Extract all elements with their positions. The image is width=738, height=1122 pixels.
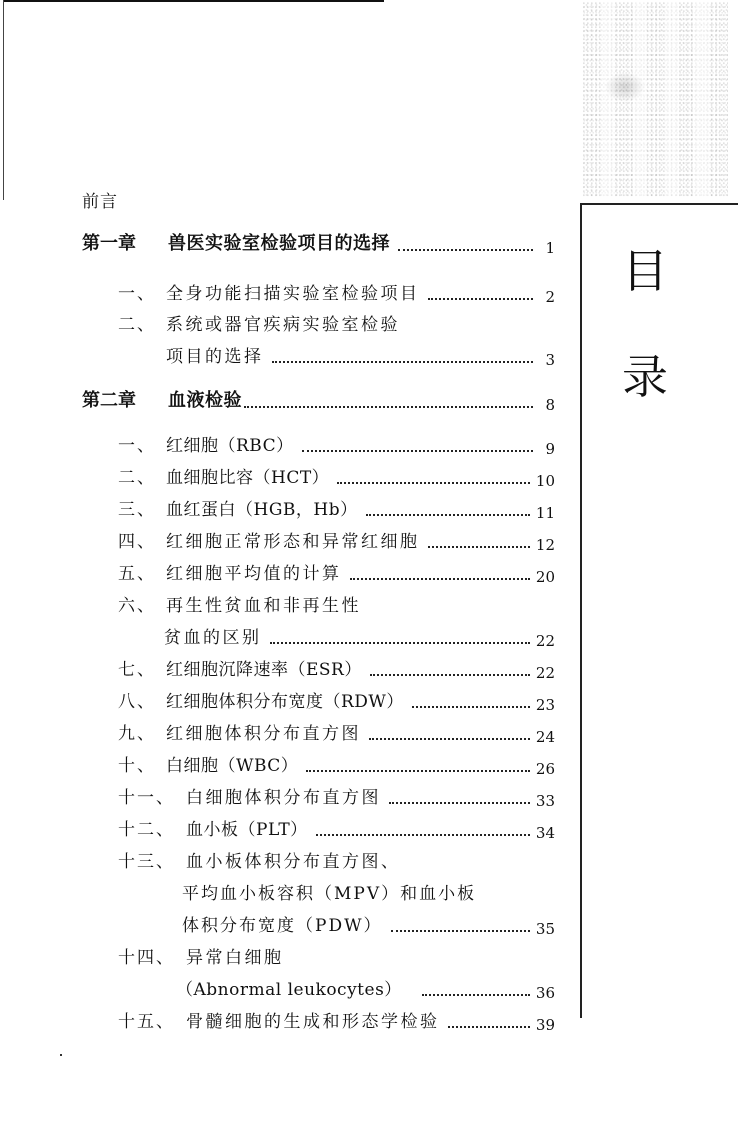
item-number: 三、 xyxy=(118,500,156,520)
toc-item[interactable] xyxy=(118,430,555,456)
toc-item[interactable] xyxy=(118,846,555,872)
chapter-number: 第一章 xyxy=(82,233,136,254)
item-title-line-1: 系统或器官疾病实验室检验 xyxy=(166,315,400,335)
dot-leader xyxy=(350,578,530,580)
toc-item[interactable] xyxy=(118,654,555,680)
item-title: 全身功能扫描实验室检验项目 xyxy=(166,284,420,304)
page-number: 39 xyxy=(535,1016,555,1034)
page-number: 2 xyxy=(545,288,555,306)
page-number: 20 xyxy=(535,568,555,586)
dot-leader xyxy=(422,994,530,996)
toc-item[interactable] xyxy=(118,942,555,968)
decorative-smudge xyxy=(605,72,645,102)
toc-item[interactable] xyxy=(118,590,555,616)
dot-leader xyxy=(302,450,533,452)
item-title: 红细胞体积分布宽度（RDW） xyxy=(166,692,404,712)
dot-leader xyxy=(398,249,533,251)
toc-item-continuation[interactable] xyxy=(176,974,555,1000)
toc-chapter-1[interactable] xyxy=(82,229,555,255)
page-number: 1 xyxy=(545,239,555,257)
dot-leader xyxy=(369,738,530,740)
item-title: 红细胞体积分布直方图 xyxy=(166,724,361,744)
dot-leader xyxy=(428,546,530,548)
item-title-line-1: 异常白细胞 xyxy=(186,948,284,968)
dot-leader xyxy=(370,674,530,676)
dot-leader xyxy=(270,642,530,644)
page-number: 24 xyxy=(535,728,555,746)
toc-item[interactable] xyxy=(118,494,555,520)
toc-item-continuation[interactable] xyxy=(182,878,555,904)
page-number: 12 xyxy=(535,536,555,554)
item-title-line-2: 贫血的区别 xyxy=(164,628,262,648)
item-title-line-1: 再生性贫血和非再生性 xyxy=(166,596,361,616)
dot-leader xyxy=(306,770,530,772)
dot-leader xyxy=(448,1026,530,1028)
item-title-line-2: 项目的选择 xyxy=(166,347,264,367)
chapter-number: 第二章 xyxy=(82,390,136,411)
item-title: 骨髓细胞的生成和形态学检验 xyxy=(186,1012,440,1032)
dot-leader xyxy=(316,834,530,836)
item-number: 八、 xyxy=(118,692,156,712)
item-title-line-2: （Abnormal leukocytes） xyxy=(176,980,402,1000)
toc-item[interactable] xyxy=(118,750,555,776)
section-title-char-1: 目 xyxy=(622,244,668,298)
toc-item[interactable] xyxy=(118,462,555,488)
item-title: 白细胞体积分布直方图 xyxy=(186,788,381,808)
toc-item[interactable] xyxy=(118,558,555,584)
item-number: 十一、 xyxy=(118,788,175,808)
item-title: 红细胞平均值的计算 xyxy=(166,564,342,584)
page-number: 11 xyxy=(535,504,555,522)
toc-item-continuation[interactable] xyxy=(182,910,555,936)
page-number: 8 xyxy=(545,396,555,414)
toc-item-continuation[interactable] xyxy=(166,341,555,367)
item-number: 一、 xyxy=(118,284,156,304)
item-title: 血小板（PLT） xyxy=(186,820,308,840)
toc-item[interactable] xyxy=(118,1006,555,1032)
item-title: 血红蛋白（HGB，Hb） xyxy=(166,500,358,520)
item-title-line-2: 平均血小板容积（MPV）和血小板 xyxy=(182,884,477,904)
item-number: 十四、 xyxy=(118,948,175,968)
page-number: 23 xyxy=(535,696,555,714)
page-number: 26 xyxy=(535,760,555,778)
dot-leader xyxy=(366,514,530,516)
decorative-texture xyxy=(583,2,728,197)
toc-preface[interactable] xyxy=(82,186,118,212)
dot-leader xyxy=(412,706,530,708)
item-number: 一、 xyxy=(118,436,156,456)
toc-item-continuation[interactable] xyxy=(164,622,555,648)
chapter-title: 兽医实验室检验项目的选择 xyxy=(168,233,390,254)
toc-item[interactable] xyxy=(118,718,555,744)
item-title: 血细胞比容（HCT） xyxy=(166,468,330,488)
toc-item[interactable] xyxy=(118,526,555,552)
item-number: 四、 xyxy=(118,532,156,552)
item-number: 九、 xyxy=(118,724,156,744)
item-number: 十五、 xyxy=(118,1012,175,1032)
stray-dot-mark xyxy=(60,1054,62,1056)
section-title-char-2: 录 xyxy=(622,350,668,404)
dot-leader xyxy=(272,361,534,363)
dot-leader xyxy=(389,802,530,804)
title-box-left-rule xyxy=(580,203,582,1018)
chapter-title: 血液检验 xyxy=(168,390,242,411)
item-title: 红细胞（RBC） xyxy=(166,436,294,456)
toc-item[interactable] xyxy=(118,782,555,808)
item-number: 二、 xyxy=(118,468,156,488)
item-number: 七、 xyxy=(118,660,156,680)
toc-chapter-2[interactable] xyxy=(82,386,555,412)
title-box-top-rule xyxy=(582,203,738,205)
page-number: 10 xyxy=(535,472,555,490)
page-number: 9 xyxy=(545,440,555,458)
dot-leader xyxy=(428,298,534,300)
item-number: 十二、 xyxy=(118,820,175,840)
item-title: 红细胞沉降速率（ESR） xyxy=(166,660,362,680)
item-number: 十、 xyxy=(118,756,156,776)
page-number: 3 xyxy=(545,351,555,369)
toc-item[interactable] xyxy=(118,278,555,304)
item-number: 六、 xyxy=(118,596,156,616)
item-title: 白细胞（WBC） xyxy=(166,756,299,776)
item-title-line-1: 血小板体积分布直方图、 xyxy=(186,852,401,872)
page-number: 34 xyxy=(535,824,555,842)
item-title: 红细胞正常形态和异常红细胞 xyxy=(166,532,420,552)
page-number: 36 xyxy=(535,984,555,1002)
toc-item[interactable] xyxy=(118,814,555,840)
page-number: 33 xyxy=(535,792,555,810)
preface-label: 前言 xyxy=(82,192,118,212)
dot-leader xyxy=(337,482,530,484)
page-number: 22 xyxy=(535,632,555,650)
item-number: 五、 xyxy=(118,564,156,584)
page-number: 22 xyxy=(535,664,555,682)
item-title-line-3: 体积分布宽度（PDW） xyxy=(182,916,383,936)
dot-leader xyxy=(391,930,530,932)
item-number: 十三、 xyxy=(118,852,175,872)
item-number: 二、 xyxy=(118,315,156,335)
page-number: 35 xyxy=(535,920,555,938)
dot-leader xyxy=(244,406,533,408)
toc-item[interactable] xyxy=(118,686,555,712)
toc-item[interactable] xyxy=(118,309,555,335)
